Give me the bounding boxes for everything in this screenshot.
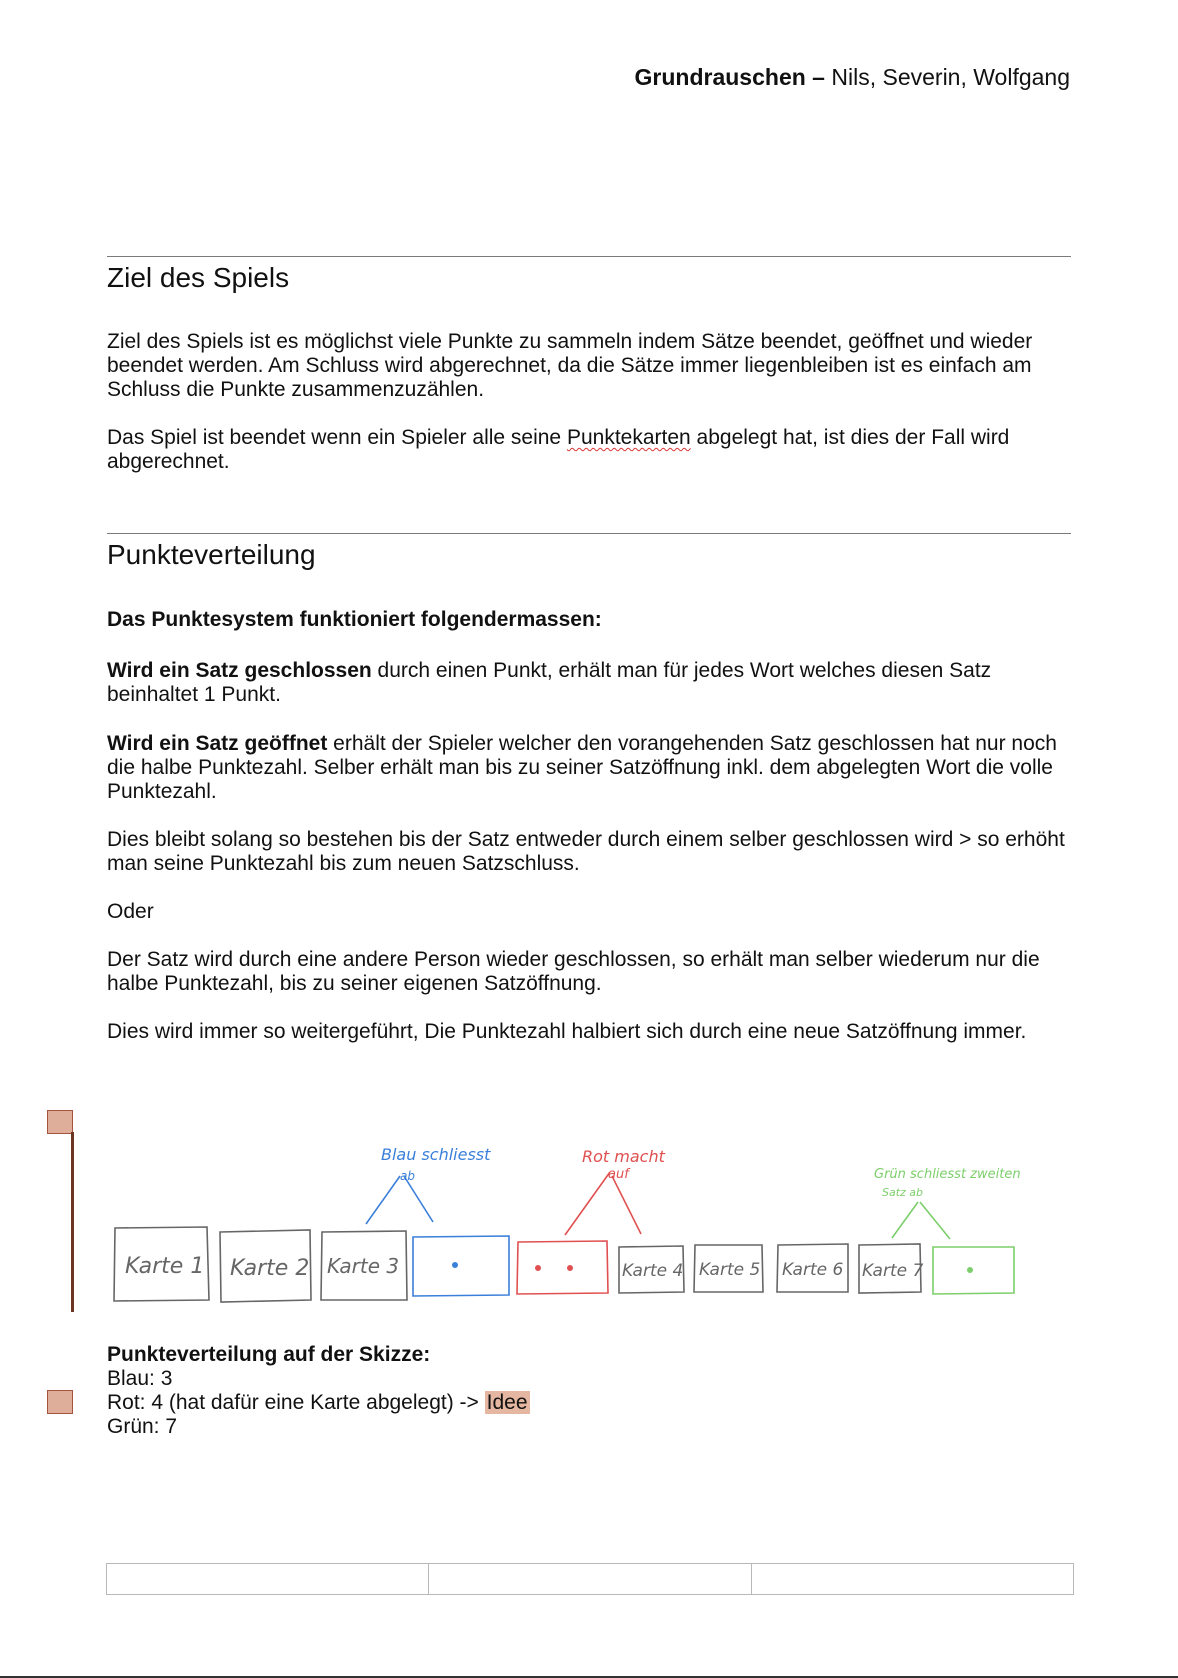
paragraph-oder: Oder [107,900,154,923]
document-header [635,64,1070,91]
card-label-2: Karte 2 [230,1256,310,1281]
footer-cell[interactable] [107,1564,429,1594]
footer-table [106,1563,1074,1595]
paragraph-ziel-1: Ziel des Spiels ist es möglichst viele Punkte zu sammeln indem Sätze beendet, geöffnet und wieder beendet werden. Am Schluss wird abgerechnet, da die Sätze immer liegenbleiben ist es einfach am Schluss die Punkte zusammenzuzählen. [107,330,1033,401]
sketch-green-dot [967,1267,973,1273]
sketch-green-card [933,1247,1014,1294]
note-blue-line2: ab [400,1169,415,1183]
paragraph-ziel-2-start: Das Spiel ist beendet wenn ein Spieler alle seine [107,426,567,449]
paragraph-ziel-2-end: abgelegt hat, ist dies der Fall wird abgerechnet. [107,426,1010,473]
sketch-red-card [517,1241,608,1294]
text-satz-geschlossen: durch einen Punkt, erhält man für jedes Wort welches diesen Satz beinhaltet 1 Punkt. [107,659,992,706]
note-red-line1: Rot macht [582,1147,665,1166]
commented-word-highlight[interactable]: Idee [486,1391,528,1414]
paragraph-weitergefuehrt: Dies wird immer so weitergeführt, Die Punktezahl halbiert sich durch eine neue Satzöffnung immer. [107,1020,1027,1043]
comment-marker[interactable] [47,1390,73,1414]
note-green-line1: Grün schliesst zweiten [874,1167,1021,1182]
section-divider [107,256,1071,257]
sketch-red-dot-1 [535,1265,541,1271]
paragraph-bestehen: Dies bleibt solang so bestehen bis der Satz entweder durch einem selber geschlossen wird > so erhöht man seine Punktezahl bis zum neuen Satzschluss. [107,828,1065,875]
card-label-4: Karte 4 [622,1261,684,1281]
card-label-5: Karte 5 [699,1260,761,1280]
spellcheck-word[interactable]: Punktekarten [566,426,691,449]
bold-satz-geoeffnet: Wird ein Satz geöffnet [107,732,328,755]
footer-cell[interactable] [429,1564,751,1594]
bold-satz-geschlossen: Wird ein Satz geschlossen [107,659,372,682]
section-divider [107,533,1071,534]
sketch-green-arrows [892,1202,950,1239]
summary-title: Punkteverteilung auf der Skizze: [107,1343,431,1366]
note-red-line2: auf [608,1167,629,1182]
card-label-3: Karte 3 [327,1254,400,1278]
header-title: Grundrauschen [634,64,806,90]
sketch-blue-card [413,1236,509,1296]
section-heading-punkteverteilung: Punkteverteilung [107,539,316,570]
summary-rot-text: Rot: 4 (hat dafür eine Karte abgelegt) -> [107,1391,485,1414]
footer-cell[interactable] [752,1564,1073,1594]
card-label-7: Karte 7 [862,1261,924,1281]
summary-rot [107,1391,1082,1415]
section-heading-ziel: Ziel des Spiels [107,262,290,293]
card-label-1: Karte 1 [125,1254,205,1279]
summary-gruen: Grün: 7 [107,1415,178,1438]
paragraph-ziel-2 [107,426,1082,474]
sketch-red-arrows [565,1172,641,1235]
text-satz-geoeffnet: erhält der Spieler welcher den vorangehenden Satz geschlossen hat nur noch die halbe Punktezahl. Selber erhält man bis zu seiner Satzöffnung inkl. dem abgelegten Wort die volle Punktezahl. [107,732,1057,803]
sketch-red-dot-2 [567,1265,573,1271]
hand-sketch [0,1140,1178,1315]
note-green-line2: Satz ab [882,1186,924,1199]
sketch-blue-arrows [366,1176,433,1224]
header-authors: Nils, Severin, Wolfgang [831,64,1070,90]
paragraph-satz-geoeffnet [107,732,1082,804]
paragraph-satz-geschlossen [107,659,1082,707]
header-dash: – [805,64,832,90]
summary-blau: Blau: 3 [107,1367,173,1390]
comment-marker[interactable] [47,1110,73,1134]
punktesystem-intro: Das Punktesystem funktioniert folgendermassen: [107,608,602,631]
note-blue-line1: Blau schliesst [381,1145,491,1164]
sketch-blue-dot [452,1262,458,1268]
paragraph-andere-person: Der Satz wird durch eine andere Person wieder geschlossen, so erhält man selber wiederum nur die halbe Punktezahl, bis zu seiner eigenen Satzöffnung. [107,948,1040,995]
card-label-6: Karte 6 [782,1260,844,1280]
